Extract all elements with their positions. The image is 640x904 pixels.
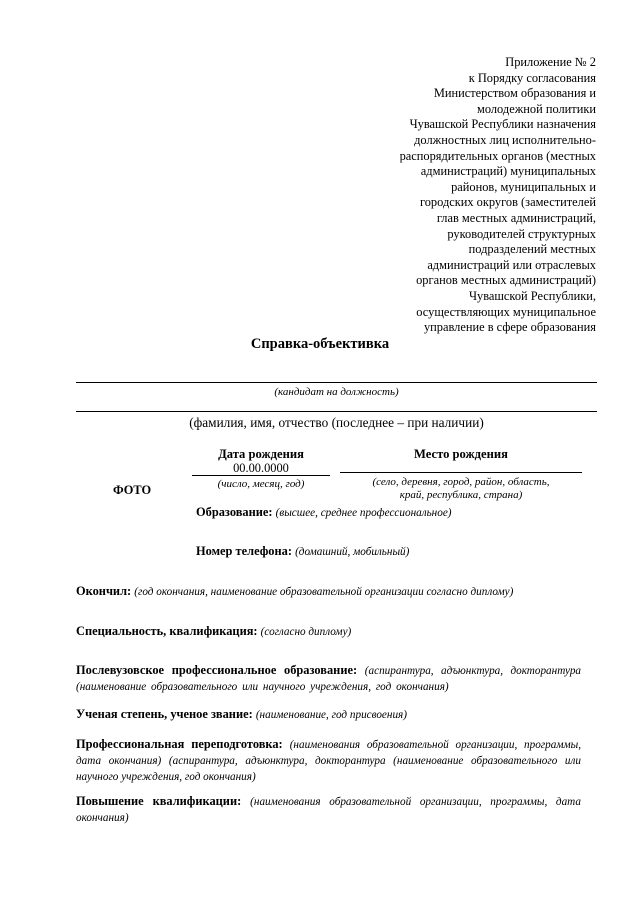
postgrad-label: Послевузовское профессиональное образование: [76,663,358,677]
appendix-line: глав местных администраций, [436,210,596,225]
birth-date-caption: (число, месяц, год) [217,478,305,490]
birth-date-label: Дата рождения [218,447,304,461]
appendix-line: распорядительных органов (местных [399,148,596,163]
qualification-hint: (наименования образовательной организации, программы, дата окончания) [76,796,581,824]
appendix-line: к Порядку согласования [468,70,596,85]
birth-place-caption-line: (село, деревня, город, район, область, [372,476,550,488]
appendix-line: Чувашской Республики назначения [409,117,596,132]
education-hint: (высшее, среднее профессиональное) [275,507,452,519]
retraining-hint: (наименования образовательной организации, программы, дата окончания) (аспирантура, адъюнктура, докторантура (наименование образовательного или научного учреждения, год окончания) [76,739,581,783]
phone-field [196,544,409,560]
fio-caption: (фамилия, имя, отчество (последнее – при наличии) [189,415,484,430]
education-field [196,505,452,521]
candidate-line [76,382,597,383]
photo-placeholder: ФОТО [113,483,152,497]
appendix-line: осуществляющих муниципальное [416,304,596,319]
postgrad-hint: (аспирантура, адъюнктура, докторантура (наименование образовательного или научного учреждения, год окончания) [76,665,582,693]
specialty-hint: (согласно диплому) [260,626,352,638]
birth-date-value: 00.00.0000 [233,461,289,475]
qualification-field [76,794,581,826]
birth-place-label: Место рождения [414,447,508,461]
specialty-label: Специальность, квалификация: [76,624,258,638]
degree-field [76,707,597,723]
appendix-line: районов, муниципальных и [451,179,596,194]
appendix-line: Приложение № 2 [505,55,596,69]
appendix-line: городских округов (заместителей [419,195,596,210]
appendix-line: руководителей структурных [447,226,596,241]
specialty-field [76,624,597,640]
appendix-line: должностных лиц исполнительно- [414,132,596,147]
phone-label: Номер телефона: [196,544,292,558]
appendix-block [336,55,596,336]
qualification-label: Повышение квалификации: [76,794,242,808]
birth-place-line [340,472,582,473]
degree-label: Ученая степень, ученое звание: [76,707,253,721]
appendix-line: Чувашской Республики, [468,288,596,303]
fio-line [76,411,597,412]
postgrad-field [76,663,581,695]
candidate-caption: (кандидат на должность) [274,386,399,398]
appendix-line: органов местных администраций) [416,273,596,288]
appendix-line: подразделений местных [468,242,596,257]
graduated-field [76,584,597,600]
appendix-line: администраций или отраслевых [427,257,596,272]
retraining-field [76,737,581,785]
graduated-hint: (год окончания, наименование образовательной организации согласно диплому) [134,586,514,598]
degree-hint: (наименование, год присвоения) [255,709,407,721]
birth-place-caption [340,476,582,502]
appendix-line: Министерством образования и [433,86,596,101]
appendix-line: молодежной политики [477,101,596,116]
phone-hint: (домашний, мобильный) [295,546,410,558]
birth-place-caption-line: край, республика, страна) [399,489,523,501]
retraining-label: Профессиональная переподготовка: [76,737,283,751]
appendix-line: управление в сфере образования [423,320,596,335]
appendix-line: администраций) муниципальных [420,164,596,179]
graduated-label: Окончил: [76,584,132,598]
education-label: Образование: [196,505,273,519]
document-title: Справка-объективка [250,336,390,352]
birth-date-line [192,475,330,476]
